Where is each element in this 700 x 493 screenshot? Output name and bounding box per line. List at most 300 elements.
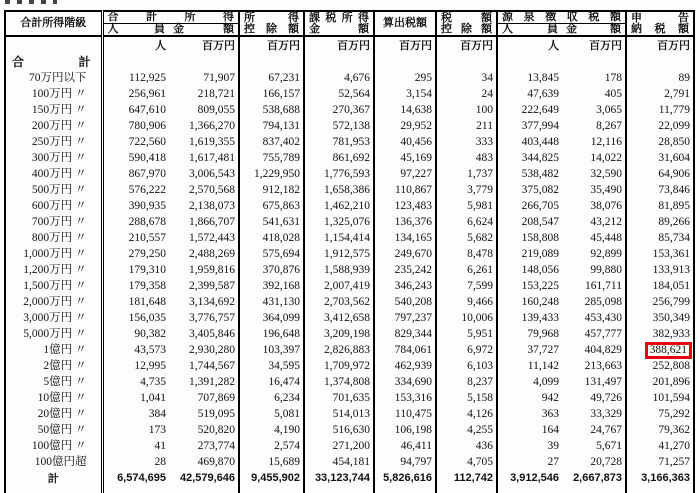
cell-value: 837,402 <box>262 136 300 148</box>
total-cell: 3,912,546 <box>510 472 559 484</box>
table-cell <box>304 262 374 278</box>
cell-value: 79,968 <box>527 328 559 340</box>
cell-value: 166,157 <box>262 88 300 100</box>
table-cell <box>169 198 239 214</box>
table-cell <box>169 342 239 358</box>
table-cell <box>562 150 626 166</box>
table-cell <box>626 134 694 150</box>
table-cell <box>169 118 239 134</box>
table-cell <box>626 230 694 246</box>
table-row <box>5 310 694 326</box>
table-cell <box>436 70 497 86</box>
cell-value: 6,972 <box>467 344 493 356</box>
cell-value: 514,013 <box>332 408 370 420</box>
cell-value: 11,779 <box>658 104 690 116</box>
cell-value: 160,248 <box>521 296 559 308</box>
table-cell <box>304 230 374 246</box>
cell-value: 99,880 <box>590 264 622 276</box>
cell-value: 1,744,567 <box>189 360 235 372</box>
table-row <box>5 438 694 454</box>
table-row <box>5 86 694 102</box>
cell-value: 13,845 <box>527 72 559 84</box>
row-label: 200万円 〃 <box>5 118 102 134</box>
cell-value: 211 <box>476 120 493 132</box>
table-cell <box>436 262 497 278</box>
table-cell <box>304 422 374 438</box>
cell-value: 89,266 <box>658 216 690 228</box>
table-cell <box>102 86 169 102</box>
cell-value: 867,970 <box>128 168 166 180</box>
table-row <box>5 150 694 166</box>
cell-value: 27 <box>547 456 559 468</box>
col-header-income-deductions: 所 得 控 除 額 <box>239 11 304 36</box>
cell-value: 2,574 <box>274 440 300 452</box>
table-cell <box>169 214 239 230</box>
table-cell <box>497 230 562 246</box>
table-cell <box>169 326 239 342</box>
cell-value: 45,169 <box>400 152 432 164</box>
table-cell <box>304 246 374 262</box>
table-cell <box>626 262 694 278</box>
table-cell <box>436 230 497 246</box>
cell-value: 809,055 <box>197 104 235 116</box>
cell-value: 3,134,692 <box>189 296 235 308</box>
table-cell <box>374 294 436 310</box>
cell-value: 94,797 <box>400 456 432 468</box>
table-cell <box>102 406 169 422</box>
unit-cell: 百万円 <box>239 36 304 53</box>
cell-value: 67,231 <box>268 72 300 84</box>
table-cell <box>102 454 169 470</box>
unit-cell: 百万円 <box>304 36 374 53</box>
cell-value: 101,594 <box>652 392 690 404</box>
table-cell <box>626 294 694 310</box>
cell-value: 590,418 <box>128 152 166 164</box>
table-cell <box>169 150 239 166</box>
table-cell <box>374 326 436 342</box>
cell-value: 1,325,076 <box>324 216 370 228</box>
table-cell <box>436 326 497 342</box>
cell-value: 572,138 <box>332 120 370 132</box>
table-cell <box>562 214 626 230</box>
table-cell <box>562 70 626 86</box>
table-cell <box>562 422 626 438</box>
table-cell <box>239 182 304 198</box>
cell-value: 16,474 <box>268 376 300 388</box>
table-cell <box>239 390 304 406</box>
table-cell <box>304 86 374 102</box>
table-cell <box>304 326 374 342</box>
table-cell <box>374 406 436 422</box>
cell-value: 85,734 <box>658 232 690 244</box>
table-cell <box>374 454 436 470</box>
table-cell <box>304 294 374 310</box>
table-cell <box>169 406 239 422</box>
table-cell <box>169 262 239 278</box>
units-row <box>5 36 694 53</box>
table-cell <box>374 230 436 246</box>
cell-value: 47,639 <box>527 88 559 100</box>
cell-value: 1,374,808 <box>324 376 370 388</box>
cell-value: 28 <box>154 456 166 468</box>
table-cell <box>626 358 694 374</box>
cell-value: 2,826,883 <box>324 344 370 356</box>
cell-value: 377,994 <box>521 120 559 132</box>
table-cell <box>239 406 304 422</box>
table-cell <box>497 294 562 310</box>
table-cell <box>626 246 694 262</box>
table-cell <box>169 358 239 374</box>
table-cell <box>497 86 562 102</box>
table-cell <box>436 182 497 198</box>
table-cell <box>497 374 562 390</box>
cell-value: 382,933 <box>652 328 690 340</box>
cell-value: 540,208 <box>394 296 432 308</box>
table-cell <box>304 438 374 454</box>
unit-cell: 百万円 <box>626 36 694 53</box>
table-cell <box>374 310 436 326</box>
cell-value: 363 <box>541 408 559 420</box>
cell-value: 2,138,073 <box>189 200 235 212</box>
cell-value: 5,682 <box>467 232 493 244</box>
cell-value: 436 <box>475 440 493 452</box>
table-row <box>5 278 694 294</box>
table-cell <box>374 182 436 198</box>
table-cell <box>562 246 626 262</box>
cell-value: 2,399,587 <box>189 280 235 292</box>
table-row <box>5 406 694 422</box>
table-cell <box>497 214 562 230</box>
table-cell <box>497 454 562 470</box>
cell-value: 179,358 <box>128 280 166 292</box>
row-label: 300万円 〃 <box>5 150 102 166</box>
cell-value: 184,051 <box>652 280 690 292</box>
col-subheader-withholding-amount: 金 額 <box>562 24 626 37</box>
total-cell: 2,667,873 <box>562 470 626 486</box>
cell-value: 3,779 <box>467 184 493 196</box>
cell-value: 1,229,950 <box>254 168 300 180</box>
cell-value: 404,829 <box>584 344 622 356</box>
cell-value: 24,767 <box>590 424 622 436</box>
cell-value: 89 <box>678 72 690 84</box>
total-row-label: 計 <box>5 470 102 486</box>
table-cell <box>169 246 239 262</box>
table-cell <box>102 438 169 454</box>
cell-value: 40,456 <box>400 136 432 148</box>
table-cell <box>169 454 239 470</box>
cell-value: 103,397 <box>262 344 300 356</box>
table-cell <box>626 422 694 438</box>
cell-value: 1,959,816 <box>189 264 235 276</box>
table-cell <box>374 374 436 390</box>
cell-value: 516,630 <box>332 424 370 436</box>
table-cell <box>239 278 304 294</box>
table-cell <box>102 230 169 246</box>
table-cell <box>102 166 169 182</box>
table-cell <box>239 198 304 214</box>
table-cell <box>626 342 694 358</box>
table-cell <box>497 422 562 438</box>
unit-cell: 人 <box>155 40 166 52</box>
cell-value: 392,168 <box>262 280 300 292</box>
table-cell <box>436 310 497 326</box>
cell-value: 43,212 <box>590 216 622 228</box>
table-cell <box>169 374 239 390</box>
table-cell <box>102 342 169 358</box>
section-header-row <box>5 53 694 70</box>
table-row <box>5 182 694 198</box>
table-cell <box>626 390 694 406</box>
table-cell <box>497 438 562 454</box>
table-cell <box>102 150 169 166</box>
cell-value: 4,255 <box>467 424 493 436</box>
table-cell <box>304 134 374 150</box>
cell-value: 46,411 <box>400 440 432 452</box>
table-cell <box>562 134 626 150</box>
cell-value: 7,599 <box>467 280 493 292</box>
cell-value: 5,158 <box>467 392 493 404</box>
cell-value: 64,906 <box>658 168 690 180</box>
table-cell <box>239 246 304 262</box>
row-label: 150万円 〃 <box>5 102 102 118</box>
table-cell <box>436 390 497 406</box>
cell-value: 133,913 <box>652 264 690 276</box>
table-cell <box>169 70 239 86</box>
cell-value: 1,391,282 <box>189 376 235 388</box>
row-label: 2,000万円 〃 <box>5 294 102 310</box>
table-cell <box>102 262 169 278</box>
cell-value: 4,676 <box>344 72 370 84</box>
cell-value: 1,617,481 <box>189 152 235 164</box>
table-cell <box>374 438 436 454</box>
table-cell <box>239 86 304 102</box>
table-cell <box>562 326 626 342</box>
table-cell <box>239 166 304 182</box>
unit-cell: 百万円 <box>374 36 436 53</box>
cell-value: 45,448 <box>590 232 622 244</box>
table-cell <box>497 342 562 358</box>
cell-value: 179,310 <box>128 264 166 276</box>
table-cell <box>436 198 497 214</box>
row-label: 70万円以下 <box>5 70 102 86</box>
total-cell: 3,166,363 <box>626 470 694 486</box>
unit-cell: 百万円 <box>562 36 626 53</box>
cell-value: 15,689 <box>268 456 300 468</box>
table-cell <box>304 278 374 294</box>
cell-value: 519,095 <box>197 408 235 420</box>
cell-value: 100 <box>475 104 493 116</box>
table-cell <box>374 358 436 374</box>
cell-value: 334,690 <box>394 376 432 388</box>
col-header-income-class: 合計所得階級 <box>5 11 102 36</box>
cell-value: 252,808 <box>652 360 690 372</box>
income-class-tax-table <box>4 10 695 493</box>
table-cell <box>374 390 436 406</box>
table-cell <box>304 390 374 406</box>
unit-cell: 百万円 <box>436 36 497 53</box>
cell-value: 32,590 <box>590 168 622 180</box>
cell-value: 3,006,543 <box>189 168 235 180</box>
cell-value: 375,082 <box>521 184 559 196</box>
col-group-withholding-tax: 源 泉 徴 収 税 額 <box>497 11 626 24</box>
table-row <box>5 246 694 262</box>
cell-value: 73,846 <box>658 184 690 196</box>
cell-value: 538,482 <box>521 168 559 180</box>
cell-value: 3,065 <box>596 104 622 116</box>
cell-value: 39 <box>547 440 559 452</box>
table-cell <box>626 166 694 182</box>
cell-value: 5,671 <box>596 440 622 452</box>
cell-value: 5,981 <box>467 200 493 212</box>
row-label: 5億円 〃 <box>5 374 102 390</box>
cell-value: 37,727 <box>527 344 559 356</box>
cell-value: 575,694 <box>262 248 300 260</box>
table-cell <box>497 182 562 198</box>
table-row <box>5 230 694 246</box>
cell-value: 1,658,386 <box>324 184 370 196</box>
table-cell <box>626 70 694 86</box>
cell-value: 2,007,419 <box>324 280 370 292</box>
cell-value: 173 <box>148 424 166 436</box>
cropped-text-fragment <box>5 0 57 4</box>
table-cell <box>562 118 626 134</box>
cell-value: 270,367 <box>332 104 370 116</box>
cell-value: 1,462,210 <box>324 200 370 212</box>
table-cell <box>239 438 304 454</box>
table-cell <box>436 374 497 390</box>
table-cell <box>374 102 436 118</box>
cell-value: 12,995 <box>134 360 166 372</box>
section-label-total: 合 計 <box>5 53 102 70</box>
cell-value: 1,154,414 <box>324 232 370 244</box>
cell-value: 6,624 <box>467 216 493 228</box>
table-cell <box>304 150 374 166</box>
cell-value: 6,234 <box>274 392 300 404</box>
cell-value: 1,912,575 <box>324 248 370 260</box>
cell-value: 829,344 <box>394 328 432 340</box>
cell-value: 942 <box>541 392 559 404</box>
cell-value: 14,638 <box>400 104 432 116</box>
cell-value: 49,726 <box>590 392 622 404</box>
table-cell <box>304 406 374 422</box>
cell-value: 43,573 <box>134 344 166 356</box>
grand-total-row <box>5 470 694 486</box>
cell-value: 3,776,757 <box>189 312 235 324</box>
table-cell <box>497 326 562 342</box>
cell-value: 469,870 <box>197 456 235 468</box>
row-label: 600万円 〃 <box>5 198 102 214</box>
cell-value: 31,604 <box>658 152 690 164</box>
cell-value: 6,103 <box>467 360 493 372</box>
table-cell <box>102 102 169 118</box>
table-cell <box>102 118 169 134</box>
cell-value: 1,776,593 <box>324 168 370 180</box>
cell-value: 344,825 <box>521 152 559 164</box>
table-cell <box>304 310 374 326</box>
cell-value: 780,906 <box>128 120 166 132</box>
cell-value: 707,869 <box>197 392 235 404</box>
cell-value: 462,939 <box>394 360 432 372</box>
row-label: 1億円 〃 <box>5 342 102 358</box>
cell-value: 28,850 <box>658 136 690 148</box>
cell-value: 457,777 <box>584 328 622 340</box>
table-cell <box>102 390 169 406</box>
table-row <box>5 214 694 230</box>
cell-value: 71,907 <box>203 72 235 84</box>
table-cell <box>374 262 436 278</box>
table-row <box>5 262 694 278</box>
cell-value: 52,564 <box>338 88 370 100</box>
row-label: 500万円 〃 <box>5 182 102 198</box>
cell-value: 4,735 <box>140 376 166 388</box>
cell-value: 784,061 <box>394 344 432 356</box>
table-cell <box>562 278 626 294</box>
table-cell <box>626 150 694 166</box>
cell-value: 1,866,707 <box>189 216 235 228</box>
col-header-calculated-tax: 算出税額 <box>374 11 436 36</box>
row-label: 100万円 〃 <box>5 86 102 102</box>
cell-value: 405 <box>604 88 622 100</box>
table-cell <box>497 262 562 278</box>
table-cell <box>239 150 304 166</box>
row-label: 400万円 〃 <box>5 166 102 182</box>
table-row <box>5 294 694 310</box>
table-cell <box>102 182 169 198</box>
row-label: 3,000万円 〃 <box>5 310 102 326</box>
cell-value: 541,631 <box>262 216 300 228</box>
table-row <box>5 118 694 134</box>
cell-value: 4,126 <box>467 408 493 420</box>
table-cell <box>626 406 694 422</box>
cell-value: 1,366,270 <box>189 120 235 132</box>
table-cell <box>562 166 626 182</box>
table-cell <box>102 214 169 230</box>
cell-value: 34 <box>481 72 493 84</box>
table-cell <box>374 278 436 294</box>
table-cell <box>374 342 436 358</box>
cell-value: 196,648 <box>262 328 300 340</box>
table-cell <box>436 246 497 262</box>
cell-value: 266,705 <box>521 200 559 212</box>
cell-value: 81,895 <box>658 200 690 212</box>
table-cell <box>562 438 626 454</box>
table-cell <box>497 70 562 86</box>
row-label: 10億円 〃 <box>5 390 102 406</box>
row-label: 100億円 〃 <box>5 438 102 454</box>
table-row <box>5 102 694 118</box>
table-cell <box>626 86 694 102</box>
table-cell <box>102 358 169 374</box>
table-cell <box>102 294 169 310</box>
row-label: 50億円 〃 <box>5 422 102 438</box>
cell-value: 97,227 <box>400 168 432 180</box>
cell-value: 123,483 <box>394 200 432 212</box>
table-cell <box>169 182 239 198</box>
table-cell <box>374 198 436 214</box>
cell-value: 14,022 <box>590 152 622 164</box>
cell-value: 256,961 <box>128 88 166 100</box>
cell-value: 647,610 <box>128 104 166 116</box>
table-cell <box>436 214 497 230</box>
table-cell <box>304 454 374 470</box>
table-cell <box>436 358 497 374</box>
cell-value: 3,154 <box>406 88 432 100</box>
cell-value: 1,588,939 <box>324 264 370 276</box>
table-cell <box>374 134 436 150</box>
cell-value: 350,349 <box>652 312 690 324</box>
cell-value: 218,721 <box>197 88 235 100</box>
cell-value: 418,028 <box>262 232 300 244</box>
